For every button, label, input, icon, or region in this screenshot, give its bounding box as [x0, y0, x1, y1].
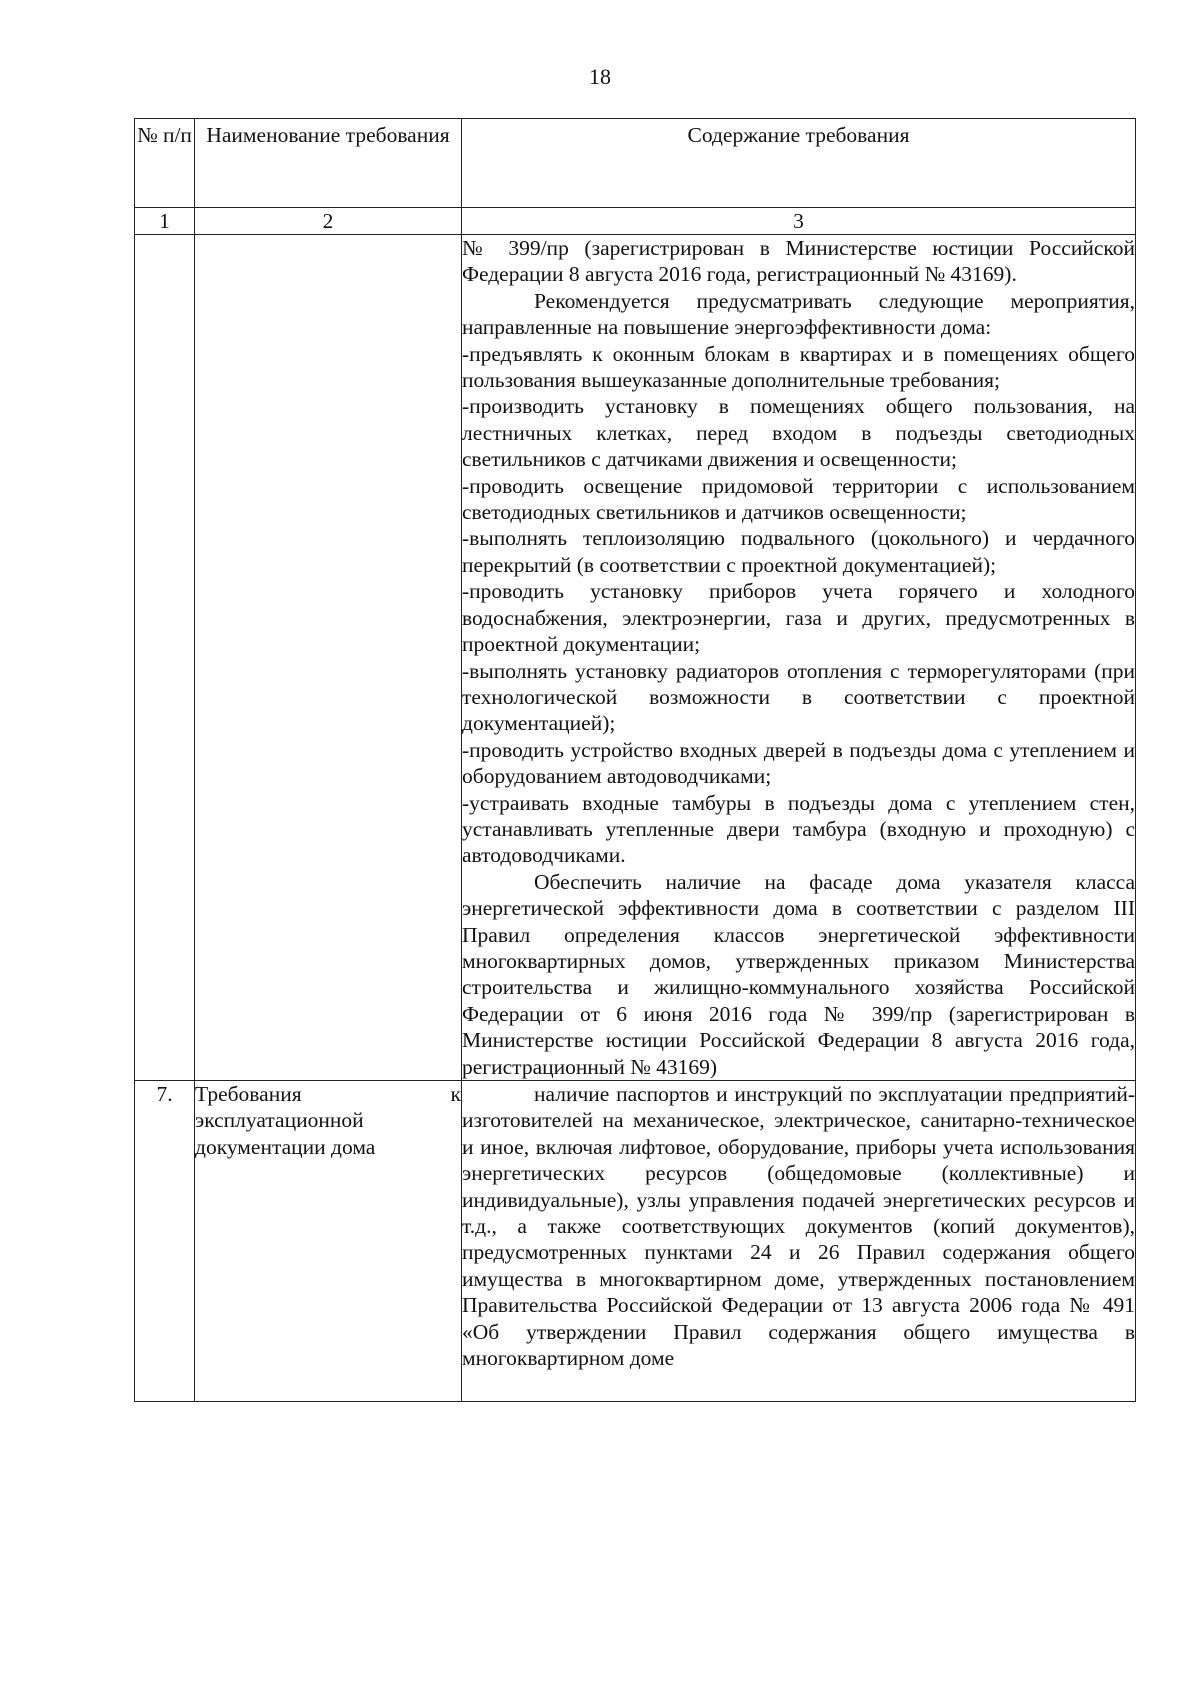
requirements-table	[134, 118, 1136, 1402]
table-row-7	[135, 1081, 1136, 1402]
content-paragraph: -проводить установку приборов учета горячего и холодного водоснабжения, электроэнергии, газа и других, предусмотренных в проектной документации;	[462, 579, 1135, 657]
header-name: Наименование требования	[195, 119, 462, 208]
content-paragraph: -производить установку в помещениях общего пользования, на лестничных клетках, перед входом в подъезды светодиодных светильников с датчиками движения и освещенности;	[462, 394, 1135, 472]
content-paragraph: -выполнять установку радиаторов отопления с терморегуляторами (при технологической возможности в соответствии с проектной документацией);	[462, 658, 1135, 736]
table-row-continued	[135, 235, 1136, 1081]
content-paragraph: -предъявлять к оконным блокам в квартирах и в помещениях общего пользования вышеуказанные дополнительные требования;	[462, 341, 1135, 393]
row-name	[195, 235, 462, 1081]
content-paragraph: № 399/пр (зарегистрирован в Министерстве юстиции Российской Федерации 8 августа 2016 года, регистрационный № 43169).	[462, 236, 1135, 287]
content-paragraph: Рекомендуется предусматривать следующие мероприятия, направленные на повышение энергоэффективности дома:	[462, 288, 1135, 340]
header-row	[135, 119, 1136, 208]
column-number-2: 2	[195, 208, 462, 235]
row-name-text: Требования к эксплуатационной документации дома	[195, 1082, 461, 1159]
header-content: Содержание требования	[462, 119, 1136, 208]
column-number-1: 1	[135, 208, 195, 235]
row-content	[462, 1081, 1136, 1402]
row-name	[195, 1081, 462, 1402]
content-paragraph: -устраивать входные тамбуры в подъезды дома с утеплением стен, устанавливать утепленные двери тамбура (входную и проходную) с автодоводчиками.	[462, 790, 1135, 868]
row-number: 7.	[135, 1081, 195, 1402]
page-number: 18	[589, 64, 611, 89]
column-numbers-row	[135, 208, 1136, 235]
column-number-3: 3	[462, 208, 1136, 235]
content-paragraph: наличие паспортов и инструкций по эксплуатации предприятий-изготовителей на механическое, электрическое, санитарно-техническое и иное, включая лифтовое, оборудование, приборы учета использования энергетических ресурсов (общедомовые (коллективные) и индивидуальные), узлы управления подачей энергетических ресурсов и т.д., а также соответствующих документов (копий документов), предусмотренных пунктами 24 и 26 Правил содержания общего имущества в многоквартирном доме, утвержденных постановлением Правительства Российской Федерации от 13 августа 2006 года № 491 «Об утверждении Правил содержания общего имущества в многоквартирном доме	[462, 1082, 1135, 1371]
row-content	[462, 235, 1136, 1081]
content-paragraph: -проводить устройство входных дверей в подъезды дома с утеплением и оборудованием автодоводчиками;	[462, 737, 1135, 789]
content-paragraph: -проводить освещение придомовой территории с использованием светодиодных светильников и датчиков освещенности;	[462, 473, 1135, 525]
header-number: № п/п	[135, 119, 195, 208]
content-paragraph: Обеспечить наличие на фасаде дома указателя класса энергетической эффективности дома в соответствии с разделом III Правил определения классов энергетической эффективности многоквартирных домов, утвержденных приказом Министерства строительства и жилищно-коммунального хозяйства Российской Федерации от 6 июня 2016 года № 399/пр (зарегистрирован в Министерстве юстиции Российской Федерации 8 августа 2016 года, регистрационный № 43169)	[462, 869, 1135, 1079]
row-number	[135, 235, 195, 1081]
content-paragraph: -выполнять теплоизоляцию подвального (цокольного) и чердачного перекрытий (в соответствии с проектной документацией);	[462, 526, 1135, 577]
